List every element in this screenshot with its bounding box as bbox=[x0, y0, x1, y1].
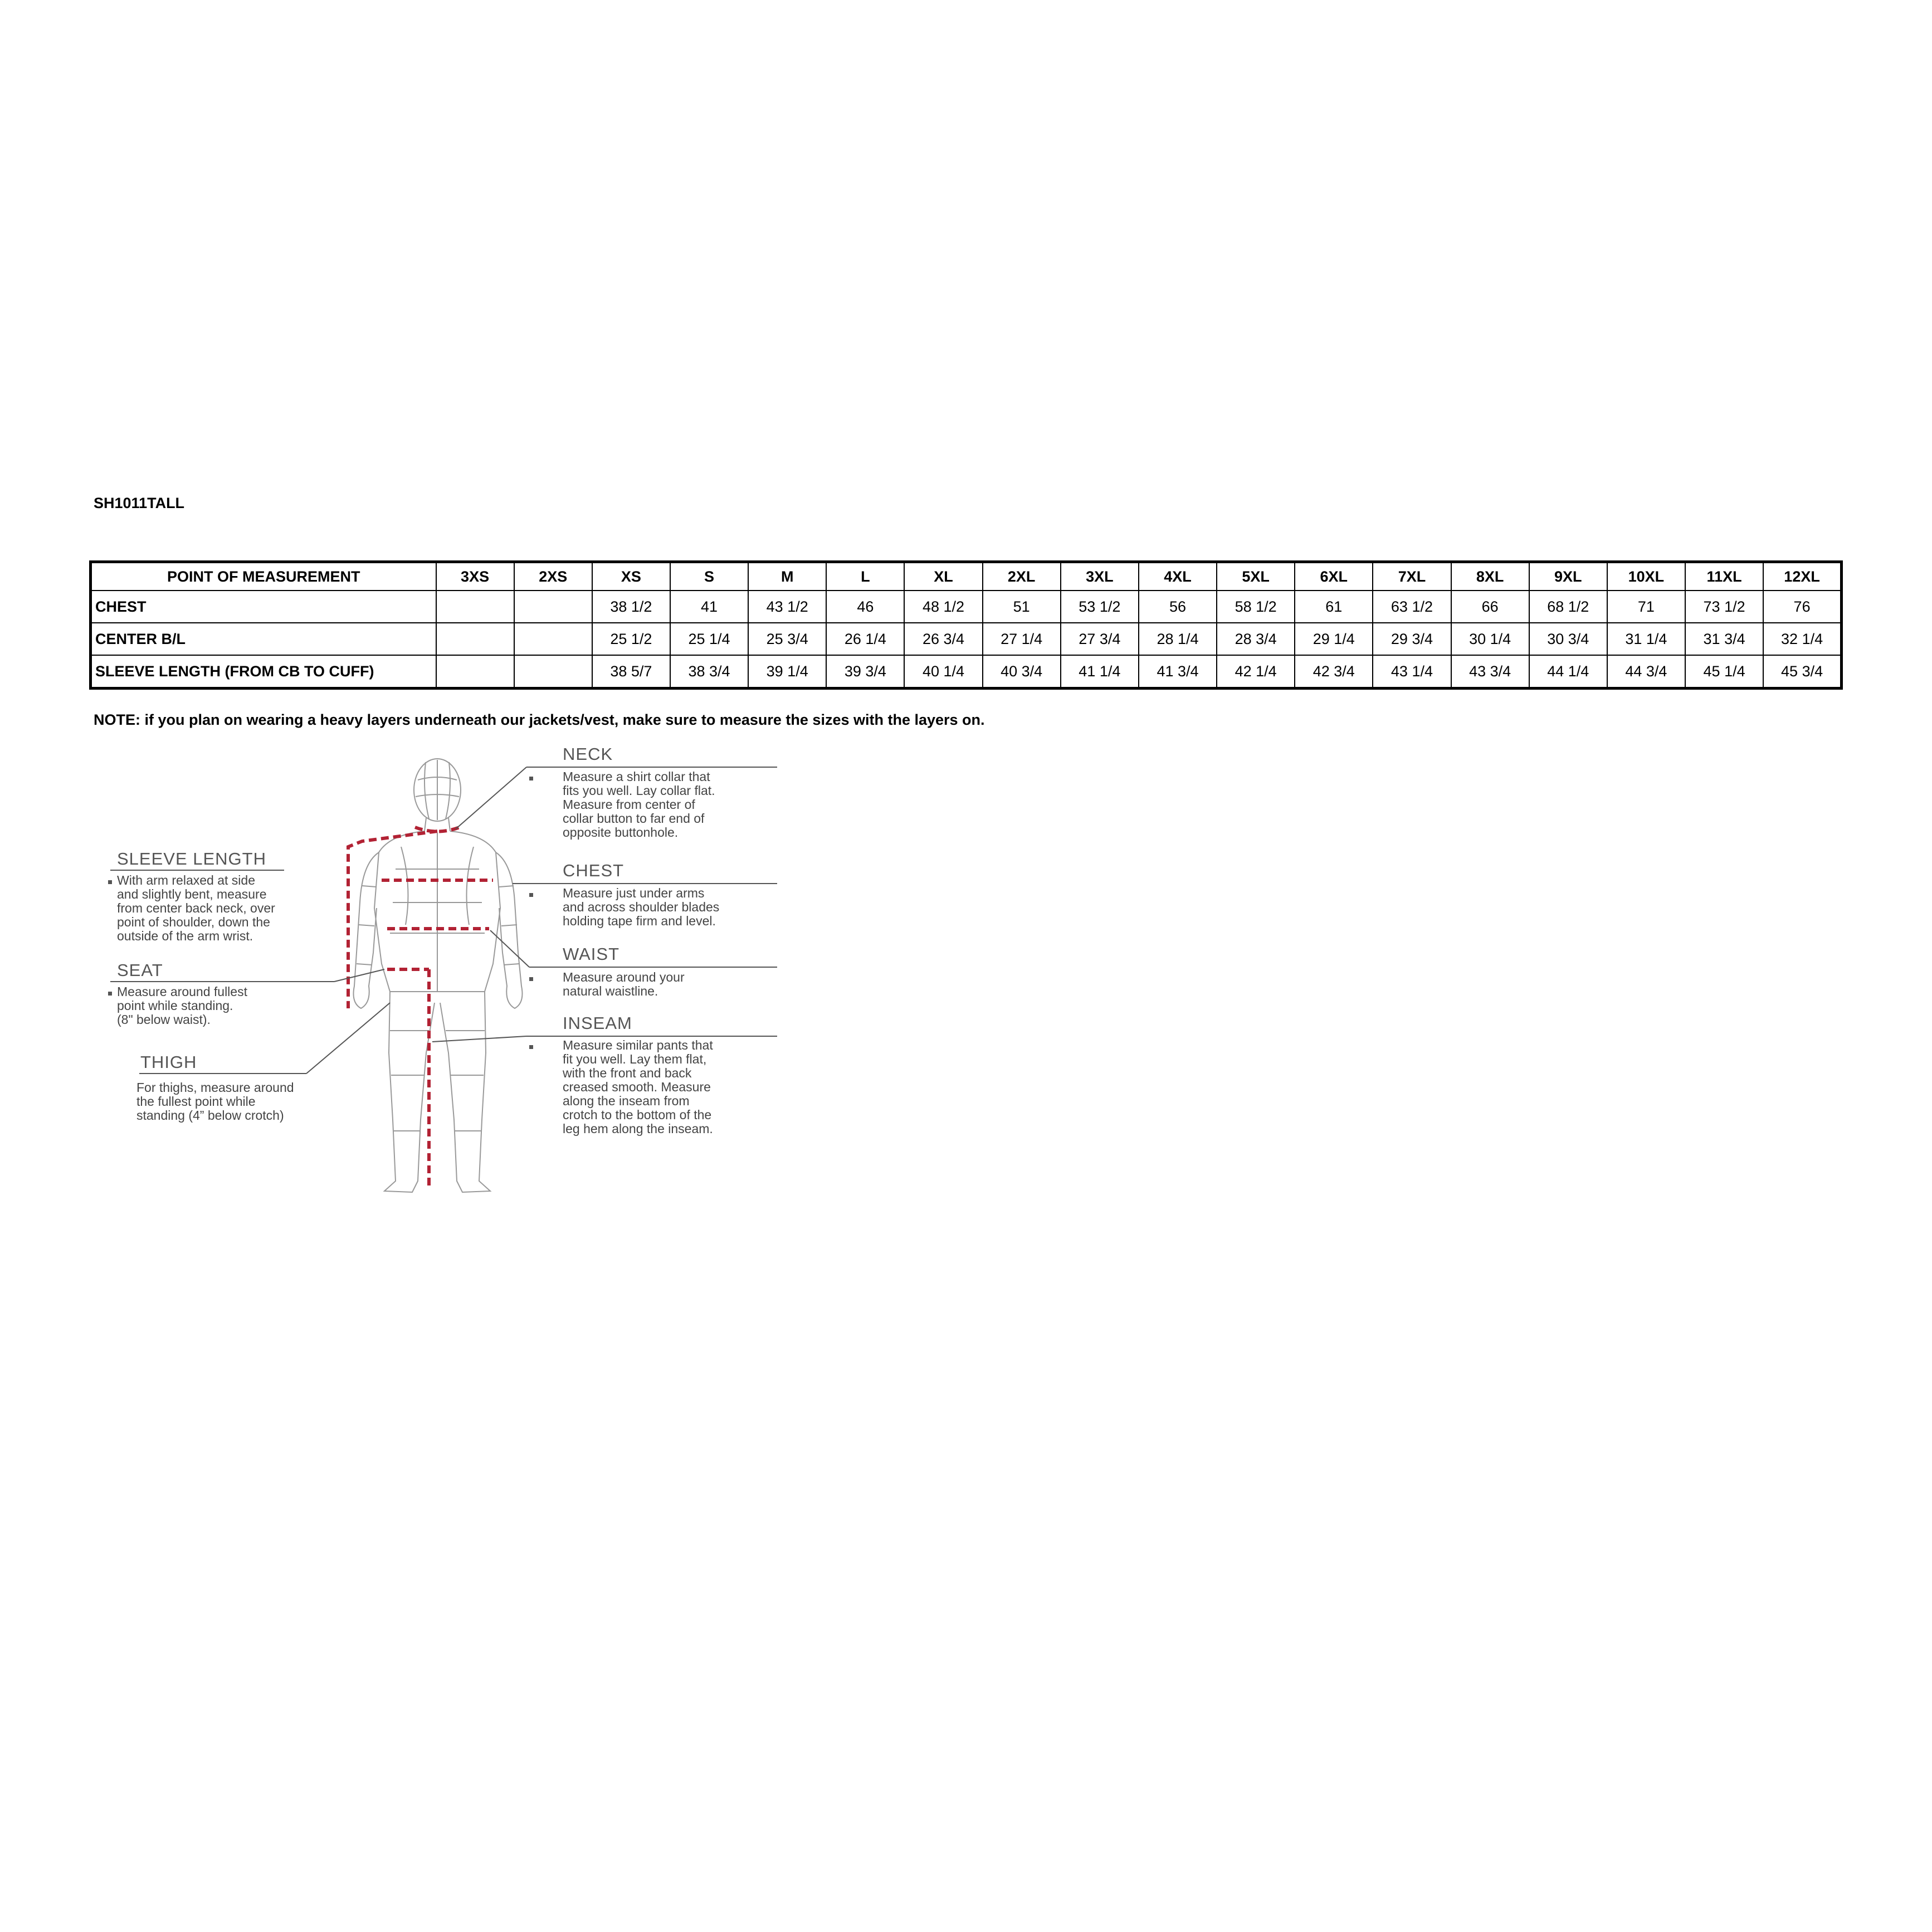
table-cell: 31 3/4 bbox=[1685, 623, 1763, 655]
chest-line-1: Measure just under arms bbox=[563, 886, 705, 900]
table-cell bbox=[436, 655, 514, 689]
figure-right-arm bbox=[496, 852, 523, 1008]
inseam-title: INSEAM bbox=[563, 1013, 632, 1033]
table-cell: 38 5/7 bbox=[592, 655, 670, 689]
sleeve-line-2: and slightly bent, measure bbox=[117, 887, 267, 901]
neck-line-5: opposite buttonhole. bbox=[563, 825, 679, 840]
row-label: CENTER B/L bbox=[91, 623, 436, 655]
table-cell: 48 1/2 bbox=[904, 591, 982, 623]
table-cell: 42 1/4 bbox=[1217, 655, 1295, 689]
table-cell: 30 1/4 bbox=[1451, 623, 1529, 655]
inseam-line-2: fit you well. Lay them flat, bbox=[563, 1052, 707, 1066]
thigh-line-1: For thighs, measure around bbox=[136, 1080, 294, 1095]
table-cell: 45 1/4 bbox=[1685, 655, 1763, 689]
inseam-line-1: Measure similar pants that bbox=[563, 1038, 713, 1052]
table-cell: 45 3/4 bbox=[1763, 655, 1841, 689]
figure-leg-grid bbox=[390, 1031, 485, 1131]
neck-title: NECK bbox=[563, 744, 613, 764]
table-cell: 30 3/4 bbox=[1529, 623, 1607, 655]
row-label: SLEEVE LENGTH (FROM CB TO CUFF) bbox=[91, 655, 436, 689]
seat-line-1: Measure around fullest bbox=[117, 984, 247, 999]
header-size: L bbox=[826, 562, 904, 591]
chest-line-3: holding tape firm and level. bbox=[563, 914, 716, 928]
table-cell: 43 1/2 bbox=[748, 591, 826, 623]
table-cell: 32 1/4 bbox=[1763, 623, 1841, 655]
thigh-line-2: the fullest point while bbox=[136, 1094, 256, 1109]
table-cell: 26 1/4 bbox=[826, 623, 904, 655]
chest-bullet bbox=[529, 893, 533, 897]
inseam-line-3: with the front and back bbox=[563, 1066, 692, 1080]
table-row bbox=[91, 591, 1842, 623]
inseam-line-4: creased smooth. Measure bbox=[563, 1080, 711, 1094]
size-chart-table bbox=[89, 560, 1843, 690]
neck-leader bbox=[456, 767, 526, 829]
table-cell: 27 1/4 bbox=[983, 623, 1061, 655]
table-cell: 25 3/4 bbox=[748, 623, 826, 655]
table-cell: 40 3/4 bbox=[983, 655, 1061, 689]
table-cell bbox=[436, 591, 514, 623]
neck-measure-line bbox=[415, 827, 460, 832]
header-size: 12XL bbox=[1763, 562, 1841, 591]
neck-line-4: collar button to far end of bbox=[563, 811, 705, 826]
measurement-diagram bbox=[100, 741, 786, 1203]
neck-line-2: fits you well. Lay collar flat. bbox=[563, 783, 715, 798]
sleeve-measure-line bbox=[348, 831, 437, 1008]
figure-head-grid bbox=[416, 760, 459, 820]
table-cell: 39 1/4 bbox=[748, 655, 826, 689]
sleeve-line-3: from center back neck, over bbox=[117, 901, 275, 915]
table-cell: 76 bbox=[1763, 591, 1841, 623]
table-cell: 38 1/2 bbox=[592, 591, 670, 623]
thigh-leader bbox=[306, 1003, 390, 1074]
header-size: 3XS bbox=[436, 562, 514, 591]
table-cell: 41 bbox=[670, 591, 748, 623]
layering-note: NOTE: if you plan on wearing a heavy layers underneath our jackets/vest, make sure to measure the sizes with the layers on. bbox=[94, 711, 985, 728]
sleeve-callout bbox=[108, 849, 275, 943]
inseam-bullet bbox=[529, 1045, 533, 1049]
seat-callout bbox=[108, 960, 248, 1027]
waist-leader bbox=[490, 930, 529, 967]
header-size: 4XL bbox=[1139, 562, 1217, 591]
table-cell: 43 1/4 bbox=[1373, 655, 1451, 689]
table-cell: 68 1/2 bbox=[1529, 591, 1607, 623]
table-cell: 41 3/4 bbox=[1139, 655, 1217, 689]
table-cell: 29 3/4 bbox=[1373, 623, 1451, 655]
neck-callout bbox=[529, 744, 715, 840]
figure-left-leg bbox=[384, 992, 435, 1192]
seat-leader bbox=[334, 969, 384, 982]
neck-line-1: Measure a shirt collar that bbox=[563, 769, 710, 784]
table-cell: 27 3/4 bbox=[1061, 623, 1139, 655]
header-size: 8XL bbox=[1451, 562, 1529, 591]
table-cell: 66 bbox=[1451, 591, 1529, 623]
table-cell: 63 1/2 bbox=[1373, 591, 1451, 623]
waist-callout bbox=[529, 944, 685, 998]
waist-line-1: Measure around your bbox=[563, 970, 685, 984]
table-cell: 41 1/4 bbox=[1061, 655, 1139, 689]
header-size: 11XL bbox=[1685, 562, 1763, 591]
seat-line-3: (8" below waist). bbox=[117, 1012, 211, 1027]
header-size: 2XS bbox=[514, 562, 592, 591]
seat-bullet bbox=[108, 992, 112, 996]
table-cell: 40 1/4 bbox=[904, 655, 982, 689]
table-cell: 38 3/4 bbox=[670, 655, 748, 689]
table-cell bbox=[514, 623, 592, 655]
table-cell: 28 1/4 bbox=[1139, 623, 1217, 655]
header-size: 9XL bbox=[1529, 562, 1607, 591]
table-header-row bbox=[91, 562, 1842, 591]
header-size: XL bbox=[904, 562, 982, 591]
table-cell bbox=[514, 655, 592, 689]
measurement-lines bbox=[348, 827, 493, 1187]
table-row bbox=[91, 655, 1842, 689]
sleeve-line-4: point of shoulder, down the bbox=[117, 915, 270, 929]
table-cell: 51 bbox=[983, 591, 1061, 623]
table-cell: 46 bbox=[826, 591, 904, 623]
thigh-title: THIGH bbox=[140, 1052, 197, 1072]
product-code: SH1011TALL bbox=[94, 495, 185, 511]
header-size: 7XL bbox=[1373, 562, 1451, 591]
table-cell: 25 1/4 bbox=[670, 623, 748, 655]
table-cell bbox=[514, 591, 592, 623]
table-cell: 43 3/4 bbox=[1451, 655, 1529, 689]
figure-left-arm bbox=[354, 852, 379, 1008]
waist-line-2: natural waistline. bbox=[563, 984, 658, 998]
chest-callout bbox=[529, 861, 719, 928]
table-cell: 28 3/4 bbox=[1217, 623, 1295, 655]
table-cell: 44 3/4 bbox=[1607, 655, 1685, 689]
sleeve-title: SLEEVE LENGTH bbox=[117, 849, 266, 869]
waist-bullet bbox=[529, 977, 533, 981]
table-cell: 29 1/4 bbox=[1295, 623, 1373, 655]
sleeve-bullet bbox=[108, 880, 112, 884]
header-size: 2XL bbox=[983, 562, 1061, 591]
table-cell: 53 1/2 bbox=[1061, 591, 1139, 623]
table-cell: 25 1/2 bbox=[592, 623, 670, 655]
neck-bullet bbox=[529, 777, 533, 780]
table-cell: 44 1/4 bbox=[1529, 655, 1607, 689]
table-cell: 56 bbox=[1139, 591, 1217, 623]
thigh-line-3: standing (4” below crotch) bbox=[136, 1108, 284, 1123]
header-size: XS bbox=[592, 562, 670, 591]
sleeve-line-1: With arm relaxed at side bbox=[117, 873, 255, 887]
waist-title: WAIST bbox=[563, 944, 620, 964]
table-row bbox=[91, 623, 1842, 655]
chest-title: CHEST bbox=[563, 861, 625, 880]
table-cell: 26 3/4 bbox=[904, 623, 982, 655]
seat-line-2: point while standing. bbox=[117, 998, 233, 1013]
table-cell: 58 1/2 bbox=[1217, 591, 1295, 623]
header-size: 3XL bbox=[1061, 562, 1139, 591]
table-cell: 42 3/4 bbox=[1295, 655, 1373, 689]
header-size: 10XL bbox=[1607, 562, 1685, 591]
row-label: CHEST bbox=[91, 591, 436, 623]
inseam-callout bbox=[529, 1013, 713, 1136]
header-size: M bbox=[748, 562, 826, 591]
body-figure bbox=[354, 759, 523, 1192]
inseam-line-7: leg hem along the inseam. bbox=[563, 1121, 713, 1136]
table-cell: 71 bbox=[1607, 591, 1685, 623]
table-cell: 73 1/2 bbox=[1685, 591, 1763, 623]
header-size: S bbox=[670, 562, 748, 591]
header-label: POINT OF MEASUREMENT bbox=[91, 562, 436, 591]
table-cell: 61 bbox=[1295, 591, 1373, 623]
inseam-line-6: crotch to the bottom of the bbox=[563, 1108, 712, 1122]
thigh-callout bbox=[136, 1052, 294, 1123]
sleeve-line-5: outside of the arm wrist. bbox=[117, 929, 253, 943]
header-size: 5XL bbox=[1217, 562, 1295, 591]
table-cell bbox=[436, 623, 514, 655]
inseam-line-5: along the inseam from bbox=[563, 1094, 690, 1108]
neck-line-3: Measure from center of bbox=[563, 797, 695, 812]
table-cell: 39 3/4 bbox=[826, 655, 904, 689]
header-size: 6XL bbox=[1295, 562, 1373, 591]
chest-line-2: and across shoulder blades bbox=[563, 900, 720, 914]
seat-title: SEAT bbox=[117, 960, 163, 980]
table-cell: 31 1/4 bbox=[1607, 623, 1685, 655]
figure-right-leg bbox=[440, 992, 490, 1192]
